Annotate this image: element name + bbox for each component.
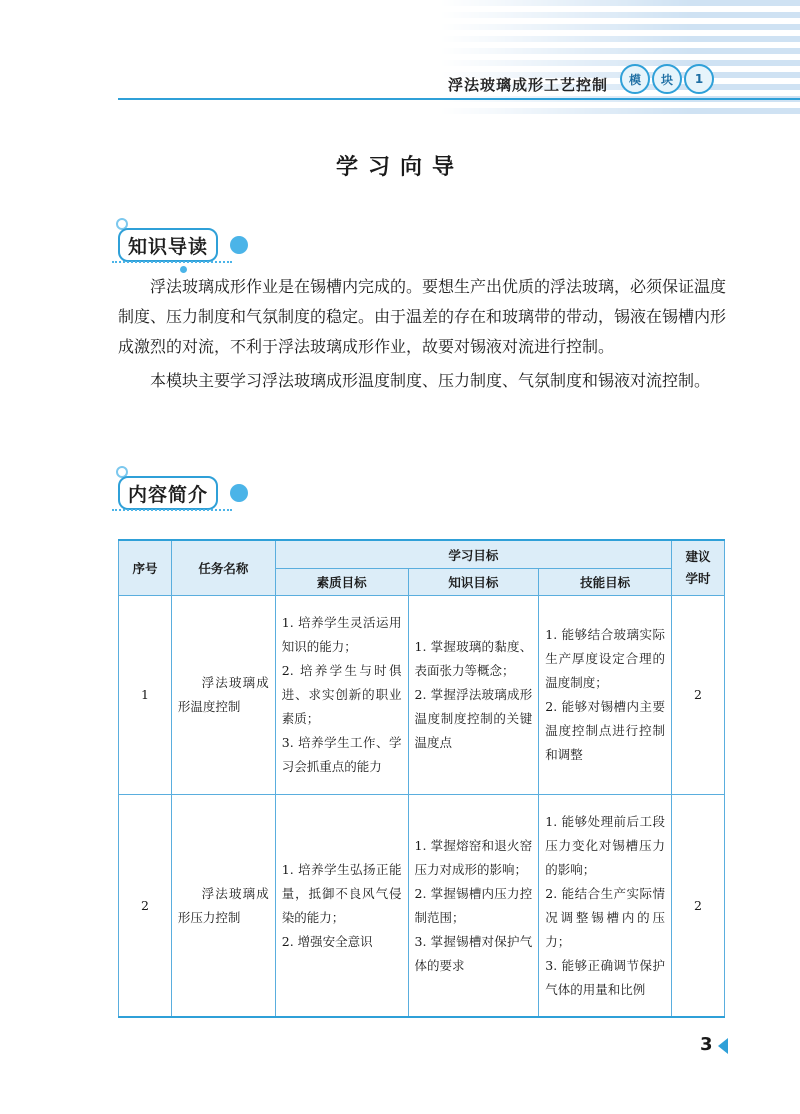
cell-task: 浮法玻璃成形压力控制 (171, 795, 275, 1017)
table-bottom-rule (118, 1016, 725, 1018)
intro-paragraph-2: 本模块主要学习浮法玻璃成形温度制度、压力制度、气氛制度和锡液对流控制。 (150, 371, 711, 390)
col-header-hours (672, 541, 725, 596)
col-header-hours-text: 建议学时 (685, 549, 711, 586)
badge-char-2: 块 (652, 64, 682, 94)
page-marker-icon (718, 1038, 728, 1054)
cell-knowledge: 1. 掌握熔窑和退火窑压力对成形的影响； 2. 掌握锡槽内压力控制范围； 3. 掌握锡槽对保护气体的要求 (408, 795, 539, 1017)
header-stripes (440, 0, 800, 118)
col-header-no: 序号 (119, 541, 172, 596)
section-heading-label: 知识导读 (118, 228, 218, 262)
intro-paragraph-1: 浮法玻璃成形作业是在锡槽内完成的。要想生产出优质的浮法玻璃，必须保证温度制度、压力制度和气氛制度的稳定。由于温差的存在和玻璃带的带动，锡液在锡槽内形成激烈的对流，不利于浮法玻璃成形作业，故要对锡液对流进行控制。 (118, 277, 727, 356)
dotted-rule (112, 261, 232, 263)
col-header-task: 任务名称 (171, 541, 275, 596)
cell-hours: 2 (672, 596, 725, 795)
header-rule (118, 98, 800, 100)
page-number: 3 (700, 1034, 713, 1055)
running-header-title: 浮法玻璃成形工艺控制 (447, 76, 608, 94)
cell-skill: 1. 能够处理前后工段压力变化对锡槽压力的影响； 2. 能结合生产实际情况调整锡槽内的压力； 3. 能够正确调节保护气体的用量和比例 (539, 795, 672, 1017)
col-header-knowledge: 知识目标 (408, 569, 539, 596)
cell-no: 1 (119, 596, 172, 795)
cell-quality: 1. 培养学生弘扬正能量，抵御不良风气侵染的能力； 2. 增强安全意识 (275, 795, 408, 1017)
section-heading-content (112, 462, 272, 522)
cell-no: 2 (119, 795, 172, 1017)
col-header-skill: 技能目标 (539, 569, 672, 596)
cell-knowledge: 1. 掌握玻璃的黏度、表面张力等概念； 2. 掌握浮法玻璃成形温度制度控制的关键温度点 (408, 596, 539, 795)
decor-dot-icon (230, 236, 248, 254)
badge-char-1: 模 (620, 64, 650, 94)
table-row (119, 795, 725, 1017)
col-header-quality: 素质目标 (275, 569, 408, 596)
section-heading-label: 内容简介 (118, 476, 218, 510)
page-title: 学习向导 (335, 155, 464, 180)
table-row (119, 596, 725, 795)
module-badge (620, 64, 714, 94)
tasks-table (118, 540, 725, 1017)
section-heading-intro (112, 214, 272, 274)
col-header-goals: 学习目标 (275, 541, 671, 569)
cell-task: 浮法玻璃成形温度控制 (171, 596, 275, 795)
table-top-rule (118, 539, 725, 541)
dotted-rule (112, 509, 232, 511)
cell-quality: 1. 培养学生灵活运用知识的能力； 2. 培养学生与时俱进、求实创新的职业素质； 3. 培养学生工作、学习会抓重点的能力 (275, 596, 408, 795)
badge-char-3: 1 (684, 64, 714, 94)
cell-hours: 2 (672, 795, 725, 1017)
cell-skill: 1. 能够结合玻璃实际生产厚度设定合理的温度制度； 2. 能够对锡槽内主要温度控制点进行控制和调整 (539, 596, 672, 795)
decor-dot-icon (230, 484, 248, 502)
